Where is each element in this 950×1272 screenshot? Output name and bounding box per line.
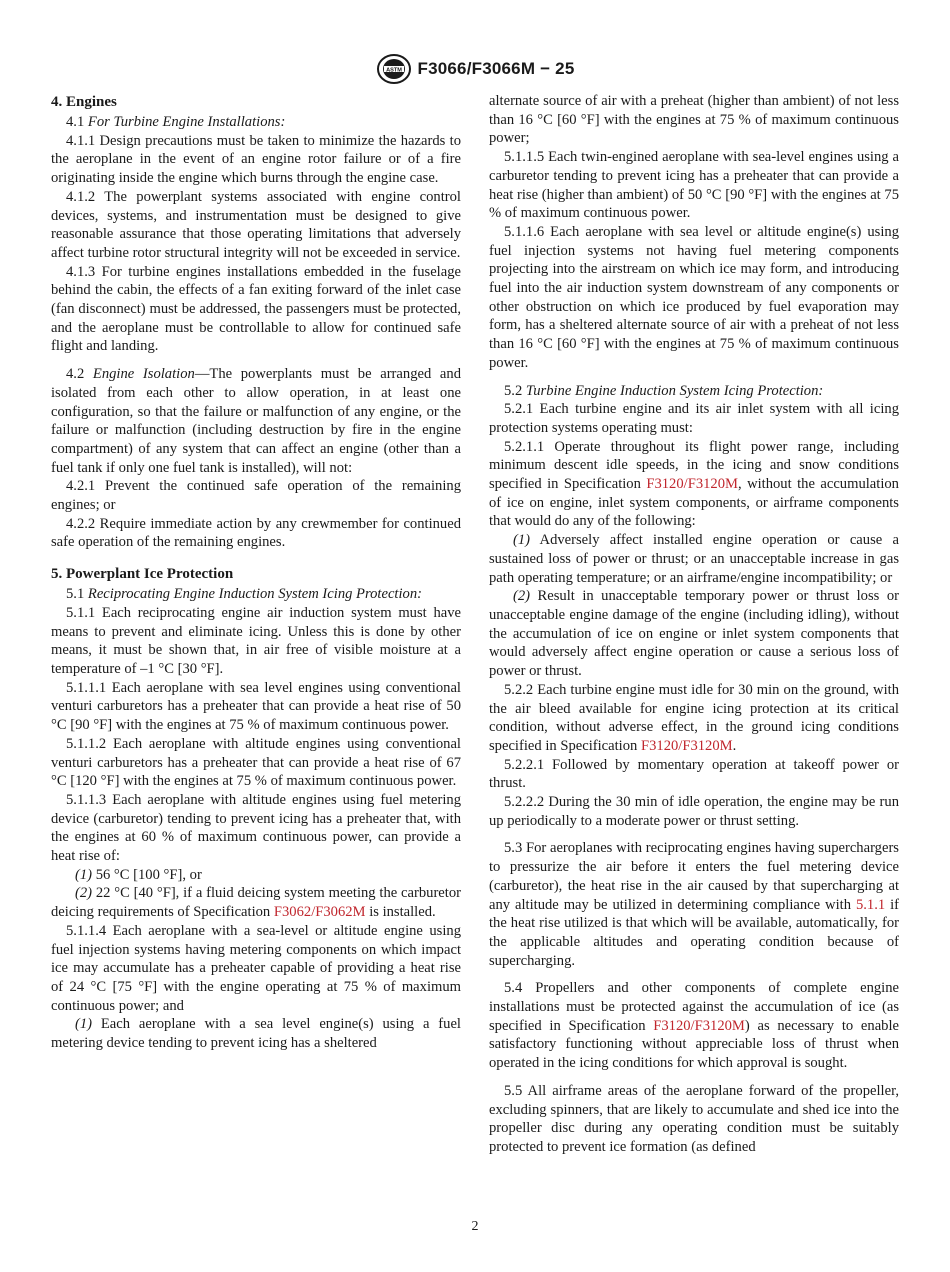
section-5-heading: 5. Powerplant Ice Protection xyxy=(51,566,234,583)
list-item-2: (2) Result in unacceptable temporary power or thrust loss or unacceptable engine damage of the engine (including idling), without the accumulation of ice on engine or inlet system components that would adversely affect engine operation or cause a serious loss of power or thrust. xyxy=(489,588,899,680)
spec-link-f3120[interactable]: F3120/F3120M xyxy=(640,737,733,754)
para-5-1-1-3: 5.1.1.3 Each aeroplane with altitude engines using fuel metering device (carburetor) tending to prevent icing has a preheater that, with the engines at 60 % of maximum continuous power, can provide a heat rise of: xyxy=(51,791,461,865)
svg-text:ASTM: ASTM xyxy=(385,67,402,74)
para-5-1-1-4: 5.1.1.4 Each aeroplane with a sea-level or altitude engine using fuel injection systems having metering components on which impact ice may accumulate has a preheater capable of providing a heat rise of 24 °C [75 °F] with the engine operating at 75 % of maximum continuous power; and xyxy=(51,922,461,1014)
para-5-2-2-1: 5.2.2.1 Followed by momentary operation at takeoff power or thrust. xyxy=(489,756,899,792)
para-4-2-1: 4.2.1 Prevent the continued safe operation of the remaining engines; or xyxy=(51,478,461,514)
right-column xyxy=(489,92,899,1157)
list-item-1: (1) 56 °C [100 °F], or xyxy=(75,866,202,883)
standard-designation: F3066/F3066M − 25 xyxy=(417,59,575,78)
section-link-5-1-1[interactable]: 5.1.1 xyxy=(855,896,886,913)
para-5-3: 5.3 For aeroplanes with reciprocating engines having superchargers to pressurize the air before it enters the fuel metering device (carburetor), the heat rise in the air caused by that supercharging at any altitude may be utilized in determining compliance with 5.1.1 if the heat rise utilized is that which will be available, automatically, for the applicable altitudes and operating condition because of supercharging. xyxy=(489,840,899,969)
para-4-1-1: 4.1.1 Design precautions must be taken to minimize the hazards to the aeroplane in the event of an engine rotor failure or of a fire originating inside the engine which burns through the engine case. xyxy=(51,132,461,187)
para-5-5: 5.5 All airframe areas of the aeroplane forward of the propeller, excluding spinners, that are likely to accumulate and shed ice into the propeller disc during any operating condition must be suitably protected to prevent ice formation (as defined xyxy=(489,1082,899,1155)
list-item-1: (1) Adversely affect installed engine operation or cause a sustained loss of power or thrust; or an unacceptable increase in gas path operating temperature; or an airframe/engine incompatibility; or xyxy=(489,532,900,586)
para-4-1-3: 4.1.3 For turbine engines installations embedded in the fuselage behind the cabin, the effects of a fan exiting forward of the inlet case (fan disconnect) must be addressed, the passengers must be protected, and the aeroplane must be controllable to allow for continued safe flight and landing. xyxy=(51,263,461,355)
para-4-2: 4.2 Engine Isolation—The powerplants must be arranged and isolated from each other to allow operation, in at least one configuration, so that the failure or malfunction of any engine, or the failure or malfunction (including destruction by fire in the engine compartment) of any system that can affect an engine (other than a fuel tank if only one fuel tank is installed), will not: xyxy=(51,366,461,476)
para-5-2-1: 5.2.1 Each turbine engine and its air inlet system with all icing protection systems operating must: xyxy=(489,401,899,436)
page-number: 2 xyxy=(471,1219,479,1234)
para-5-2-2: 5.2.2 Each turbine engine must idle for 30 min on the ground, with the air bleed available for engine icing protection at its critical condition, without adverse effect, in the ground icing conditions specified in Specification F3120/F3120M. xyxy=(489,681,899,754)
para-5-2-1-1: 5.2.1.1 Operate throughout its flight power range, including minimum descent idle speeds, in the icing and snow conditions specified in Specification F3120/F3120M, without the accumulation of ice on engine, inlet system components, or airframe components that would do any of the following: xyxy=(489,438,899,530)
section-4-heading: 4. Engines xyxy=(51,94,117,110)
para-5-1: 5.1 Reciprocating Engine Induction System Icing Protection: xyxy=(66,586,422,603)
astm-logo-icon xyxy=(376,53,412,85)
list-item-3: (1) Each aeroplane with a sea level engine(s) using a fuel metering device tending to prevent icing has a sheltered xyxy=(51,1016,461,1052)
para-4-1: 4.1 For Turbine Engine Installations: xyxy=(66,114,286,130)
para-5-1-1-2: 5.1.1.2 Each aeroplane with altitude engines using conventional venturi carburetors has a preheater that can provide a heat rise of 67 °C [120 °F] with the engines at 75 % of maximum continuous power. xyxy=(51,735,461,790)
page-header xyxy=(0,52,950,86)
para-5-1-1-6: 5.1.1.6 Each aeroplane with sea level or altitude engine(s) using fuel injection systems not having fuel metering components projecting into the airstream on which ice may form, and introducing fuel into the air induction system downstream of any components or other obstruction on which ice produced by fuel evaporation may form, has a sheltered alternate source of air with a preheat of not less than 16 °C [60 °F] with the engines at 75 % of maximum continuous power. xyxy=(489,223,899,371)
para-5-2: 5.2 Turbine Engine Induction System Icing Protection: xyxy=(504,382,824,399)
para-4-2-2: 4.2.2 Require immediate action by any crewmember for continued safe operation of the remaining engines. xyxy=(51,515,461,551)
para-4-1-2: 4.1.2 The powerplant systems associated with engine control devices, systems, and instrumentation must be designed to give reasonable assurance that those operating limitations that adversely affect turbine rotor structural integrity will not be exceeded in service. xyxy=(51,188,461,261)
para-5-1-1-5: 5.1.1.5 Each twin-engined aeroplane with sea-level engines using a carburetor tending to prevent icing has a preheater that can provide a heat rise (higher than ambient) of 50 °C [90 °F] with the engines at 75 % of maximum continuous power. xyxy=(489,149,899,222)
para-5-1-1: 5.1.1 Each reciprocating engine air induction system must have means to prevent and eliminate icing. Unless this is done by other means, it must be shown that, in air free of visible moisture at a temperature of –1 °C [30 °F]. xyxy=(51,604,461,677)
para-5-2-2-2: 5.2.2.2 During the 30 min of idle operation, the engine may be run up periodically to a moderate power or thrust setting. xyxy=(489,794,899,829)
spec-link-f3120[interactable]: F3120/F3120M xyxy=(653,1017,745,1034)
para-5-1-1-1: 5.1.1.1 Each aeroplane with sea level engines using conventional venturi carburetors has a preheater that can provide a heat rise of 50 °C [90 °F] with the engines at 75 % of maximum continuous power. xyxy=(51,679,461,734)
left-column xyxy=(51,92,461,1053)
para-continued: alternate source of air with a preheat (higher than ambient) of not less than 16 °C [60 °F] with the engines at 75 % of maximum continuous power; xyxy=(489,93,899,147)
spec-link-f3062[interactable]: F3062/F3062M xyxy=(273,904,366,921)
para-5-4: 5.4 Propellers and other components of complete engine installations must be protected against the accumulation of ice (as specified in Specification F3120/F3120M) as necessary to enable satisfactory functioning without appreciable loss of thrust when operated in the icing conditions for which approval is sought. xyxy=(489,980,900,1072)
list-item-2: (2) 22 °C [40 °F], if a fluid deicing system meeting the carburetor deicing requirements of Specification F3062/F3062M is installed. xyxy=(51,885,461,921)
spec-link-f3120[interactable]: F3120/F3120M xyxy=(646,476,738,493)
